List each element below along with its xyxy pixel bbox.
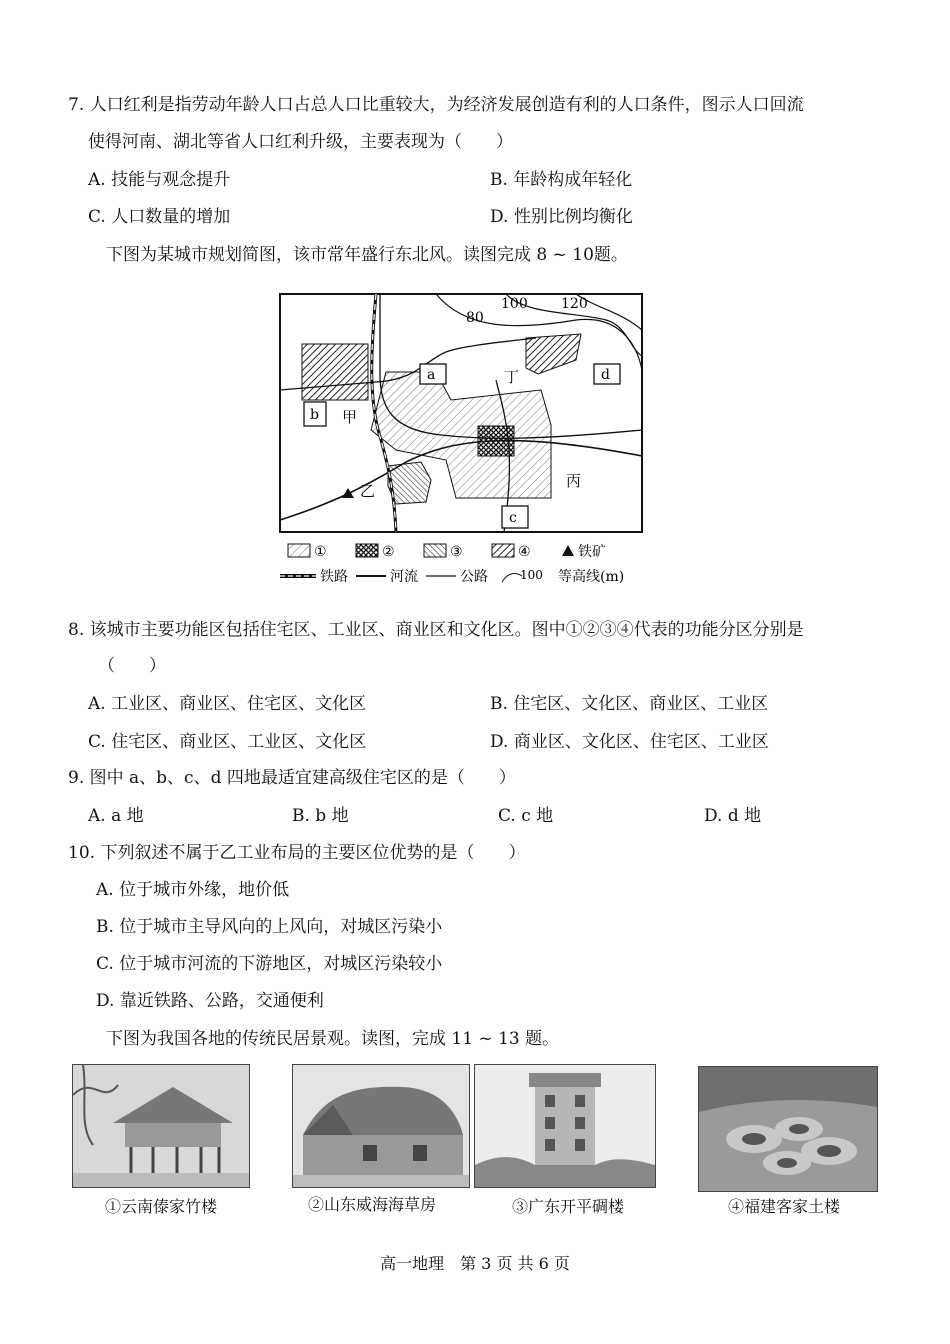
map-box-d: d (601, 367, 610, 383)
q9-option-d: D. d 地 (704, 806, 762, 826)
photo-caption-4: ④福建客家土楼 (728, 1197, 841, 1216)
q8-stem-line1: 8. 该城市主要功能区包括住宅区、工业区、商业区和文化区。图中①②③④代表的功能分区分别是 (68, 620, 804, 640)
legend-3: ③ (450, 544, 463, 560)
q7-option-a: A. 技能与观念提升 (88, 170, 231, 190)
place-ding: 丁 (504, 368, 520, 386)
photo-tulou (698, 1066, 878, 1192)
q9-option-a: A. a 地 (88, 806, 144, 826)
q8-option-c: C. 住宅区、商业区、工业区、文化区 (88, 732, 367, 752)
q9-option-b: B. b 地 (292, 806, 349, 826)
legend-iron-ore: 铁矿 (578, 544, 606, 560)
legend-contour: 等高线(m) (558, 569, 625, 585)
q7-stem-line1: 7. 人口红利是指劳动年龄人口占总人口比重较大，为经济发展创造有利的人口条件，图示人口回流 (68, 95, 804, 115)
place-jia: 甲 (342, 408, 358, 426)
intro-11-13: 下图为我国各地的传统民居景观。读图，完成 11 ~ 13 题。 (106, 1029, 560, 1049)
q7-stem-line2: 使得河南、湖北等省人口红利升级，主要表现为（ ） (88, 132, 513, 152)
q8-stem-line2: （ ） (98, 656, 166, 676)
q9-option-c: C. c 地 (498, 806, 554, 826)
legend-road: 公路 (460, 569, 488, 585)
q7-option-c: C. 人口数量的增加 (88, 207, 231, 227)
q8-option-d: D. 商业区、文化区、住宅区、工业区 (490, 732, 769, 752)
contour-label-80: 80 (466, 310, 484, 326)
legend-1: ① (314, 544, 327, 560)
city-planning-map (276, 290, 666, 586)
place-yi: 乙 (360, 482, 376, 500)
photo-caption-1: ①云南傣家竹楼 (105, 1197, 218, 1216)
map-box-a: a (427, 367, 436, 383)
q8-option-b: B. 住宅区、文化区、商业区、工业区 (490, 694, 769, 714)
legend-iron-ore-icon (562, 545, 574, 556)
legend-contour-value: 100 (520, 568, 543, 582)
map-box-b: b (310, 407, 319, 423)
contour-label-100: 100 (501, 296, 528, 312)
page-footer: 高一地理 第 3 页 共 6 页 (380, 1254, 570, 1273)
q10-option-d: D. 靠近铁路、公路，交通便利 (96, 991, 324, 1011)
legend-river: 河流 (390, 569, 418, 585)
q7-option-d: D. 性别比例均衡化 (490, 207, 633, 227)
place-bing: 丙 (566, 472, 582, 490)
q10-option-a: A. 位于城市外缘，地价低 (96, 880, 290, 900)
intro-8-10: 下图为某城市规划简图，该市常年盛行东北风。读图完成 8 ~ 10题。 (106, 245, 628, 265)
legend-2: ② (382, 544, 395, 560)
contour-label-120: 120 (561, 296, 588, 312)
legend-railway: 铁路 (320, 569, 348, 585)
photo-dai-bamboo-house (72, 1064, 250, 1188)
q10-option-b: B. 位于城市主导风向的上风向，对城区污染小 (96, 917, 443, 937)
q8-option-a: A. 工业区、商业区、住宅区、文化区 (88, 694, 367, 714)
map-box-c: c (509, 510, 517, 526)
photo-caption-2: ②山东威海海草房 (308, 1195, 437, 1214)
photo-caption-3: ③广东开平碉楼 (512, 1197, 625, 1216)
photo-diaolou (474, 1064, 656, 1188)
legend-4: ④ (518, 544, 531, 560)
photo-seaweed-house (292, 1064, 470, 1188)
q7-option-b: B. 年龄构成年轻化 (490, 170, 633, 190)
q10-stem: 10. 下列叙述不属于乙工业布局的主要区位优势的是（ ） (68, 843, 526, 863)
q9-stem: 9. 图中 a、b、c、d 四地最适宜建高级住宅区的是（ ） (68, 768, 516, 788)
q10-option-c: C. 位于城市河流的下游地区，对城区污染较小 (96, 954, 443, 974)
